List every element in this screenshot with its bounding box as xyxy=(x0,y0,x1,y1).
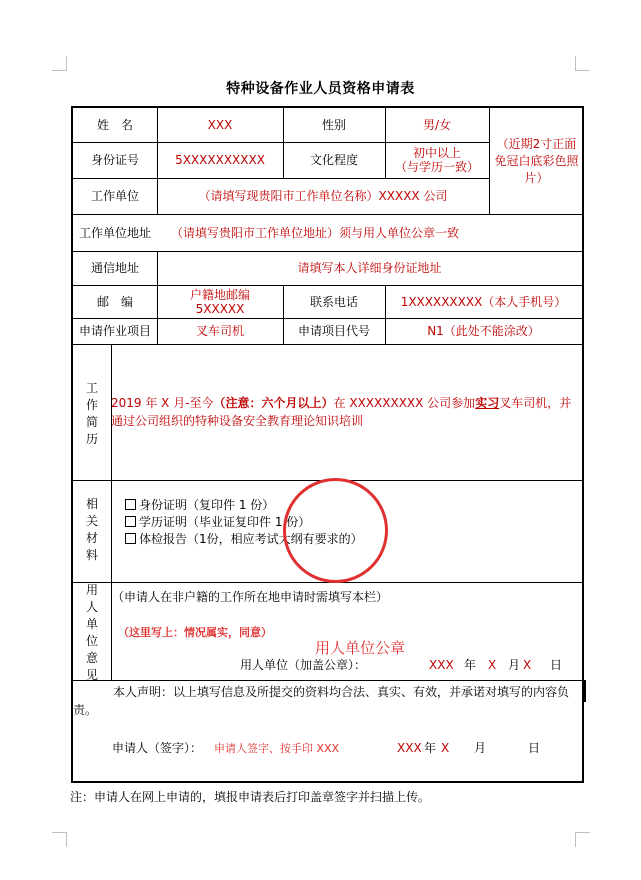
materials-label: 相 关 材 料 xyxy=(85,497,98,562)
id-number-field[interactable]: 5XXXXXXXXXX xyxy=(175,153,265,167)
signature-field[interactable]: 申请人签字、按手印 XXX xyxy=(214,742,340,755)
education-field[interactable] xyxy=(385,142,489,178)
checkbox[interactable] xyxy=(125,516,136,527)
signature-label: 申请人（签字）： xyxy=(112,741,203,755)
mail-address-field[interactable]: 请填写本人详细身份证地址 xyxy=(297,261,442,275)
education-hint: （与学历一致） xyxy=(394,160,479,174)
opinion-year[interactable]: XXX xyxy=(429,658,454,672)
education-value: 初中以上 xyxy=(412,146,461,160)
gender-label: 性别 xyxy=(321,118,346,132)
gender-field[interactable]: 男/女 xyxy=(422,118,452,132)
work-unit-field[interactable]: （请填写现贵阳市工作单位名称）XXXXX 公司 xyxy=(198,189,448,203)
page-corner-mark xyxy=(575,56,590,71)
name-field[interactable]: XXX xyxy=(207,118,233,132)
day-label: 日 xyxy=(528,741,541,755)
work-history-text[interactable]: 2019 年 X 月-至今（注意：六个月以上）在 XXXXXXXXX 公司参加实习叉车司机，并通过公司组织的特种设备安全教育理论知识培训 xyxy=(111,396,572,428)
seal-text: 用人单位公章 xyxy=(315,639,406,657)
footer-note: 注：申请人在网上申请的，填报申请表后打印盖章签字并扫描上传。 xyxy=(70,790,431,804)
employer-opinion-label: 用 人 单 位 意 见 xyxy=(85,583,98,682)
zip-code-hint: 户籍地邮编 xyxy=(189,287,250,302)
zip-code-value: 5XXXXX xyxy=(195,301,245,316)
month-label: 月 xyxy=(508,658,521,672)
material-item[interactable] xyxy=(125,497,274,513)
day-label: 日 xyxy=(550,658,563,672)
application-form xyxy=(71,106,584,783)
material-item-label: 身份证明（复印件 1 份） xyxy=(139,498,275,512)
form-title: 特种设备作业人员资格申请表 xyxy=(226,81,415,97)
month-label: 月 xyxy=(474,741,487,755)
work-history-label: 工 作 简 历 xyxy=(85,381,98,446)
company-seal xyxy=(283,478,388,583)
declaration-year[interactable]: XXX xyxy=(397,741,422,755)
material-item-label: 体检报告（1份，相应考试大纲有要求的） xyxy=(139,532,363,546)
mail-address-label: 通信地址 xyxy=(90,261,139,275)
year-label: 年 xyxy=(464,658,477,672)
education-label: 文化程度 xyxy=(309,153,358,167)
opinion-day[interactable]: X xyxy=(523,658,532,672)
name-label: 姓 名 xyxy=(96,118,133,132)
checkbox[interactable] xyxy=(125,533,136,544)
apply-item-label: 申请作业项目 xyxy=(78,324,151,338)
year-label: 年 xyxy=(424,741,437,755)
declaration-month[interactable]: X xyxy=(441,741,450,755)
item-code-label: 申请项目代号 xyxy=(297,324,370,338)
opinion-fill-tip[interactable]: （这里写上：情况属实，同意） xyxy=(118,626,272,639)
phone-label: 联系电话 xyxy=(309,294,358,309)
seal-line-label: 用人单位（加盖公章）： xyxy=(240,658,367,672)
page-corner-mark xyxy=(52,832,67,847)
apply-item-field[interactable]: 叉车司机 xyxy=(195,324,244,338)
declaration-text: 本人声明：以上填写信息及所提交的资料均合法、真实、有效，并承诺对填写的内容负责。 xyxy=(73,685,570,717)
zip-code-label: 邮 编 xyxy=(96,294,133,309)
photo-placeholder[interactable]: （近期2寸正面免冠白底彩色照片） xyxy=(494,136,579,185)
work-unit-label: 工作单位 xyxy=(90,189,139,203)
opinion-hint: （申请人在非户籍的工作所在地申请时需填写本栏） xyxy=(112,590,389,604)
material-item-label: 学历证明（毕业证复印件 1 份） xyxy=(139,515,311,529)
id-number-label: 身份证号 xyxy=(90,153,139,167)
opinion-month[interactable]: X xyxy=(488,658,497,672)
page-corner-mark xyxy=(52,56,67,71)
work-address-label: 工作单位地址 xyxy=(78,225,151,240)
item-code-field[interactable]: N1（此处不能涂改） xyxy=(427,324,540,338)
phone-field[interactable]: 1XXXXXXXXX（本人手机号） xyxy=(400,294,567,309)
work-address-field[interactable]: （请填写贵阳市工作单位地址）须与用人单位公章一致 xyxy=(171,225,460,240)
checkbox[interactable] xyxy=(125,499,136,510)
zip-code-field[interactable] xyxy=(157,285,283,318)
page-corner-mark xyxy=(575,832,590,847)
